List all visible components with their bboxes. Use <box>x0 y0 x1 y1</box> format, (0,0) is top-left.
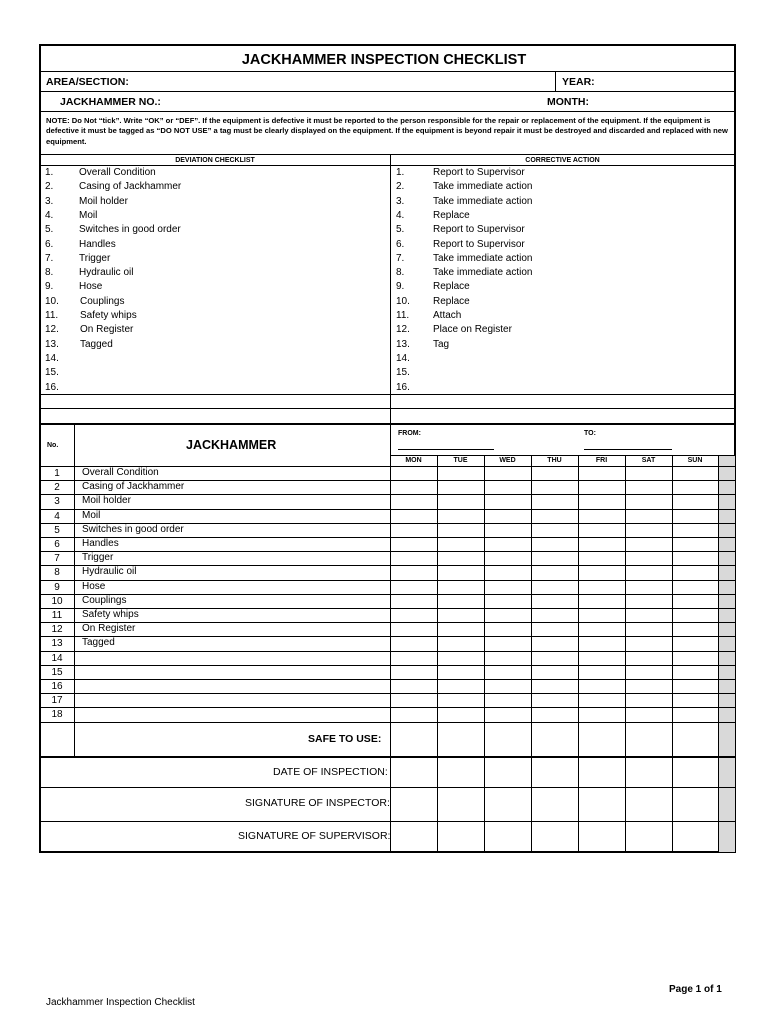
page-number: Page 1 of 1 <box>669 984 722 995</box>
grid-line <box>40 537 735 538</box>
deviation-item-label: Moil <box>79 209 98 221</box>
grid-line <box>40 594 735 595</box>
signature-inspector-label: SIGNATURE OF INSPECTOR: <box>245 797 390 809</box>
grid-row-number: 6 <box>54 539 60 550</box>
grid-line <box>40 480 735 481</box>
deviation-item-number: 10. <box>45 295 59 307</box>
grid-row-number: 10 <box>51 595 63 607</box>
deviation-item-number: 3. <box>45 195 54 207</box>
corrective-item-number: 10. <box>396 295 410 307</box>
corrective-item-number: 12. <box>396 324 410 336</box>
grid-line <box>40 580 735 581</box>
grid-item-header: JACKHAMMER <box>186 438 277 452</box>
divider <box>555 71 556 91</box>
grid-row-label: On Register <box>82 623 136 635</box>
grid-line <box>625 455 626 852</box>
area-section-label: AREA/SECTION: <box>46 76 129 88</box>
grid-row-number: 1 <box>54 468 60 479</box>
divider <box>40 756 735 758</box>
to-label: TO: <box>584 430 596 437</box>
deviation-item-label: Handles <box>79 238 116 250</box>
grey-column <box>719 456 735 852</box>
corrective-item-number: 8. <box>396 267 405 279</box>
jackhammer-no-label: JACKHAMMER NO.: <box>60 96 161 108</box>
grid-line <box>40 636 735 637</box>
grid-row-number: 7 <box>54 553 60 565</box>
divider <box>40 154 735 155</box>
note-text: NOTE: Do Not “tick”. Write “OK” or “DEF”. If the equipment is defective it must be reported to the person responsible for the repair or replacement of the equipment. If the equipment is defective it must be tagged as “DO NOT USE” a tag must be clearly displayed on the equipment. If the equipment is beyond repair it must be destroyed and discarded and replaced with new equipment. <box>46 116 728 146</box>
grid-line <box>40 565 735 566</box>
day-header: WED <box>499 457 516 464</box>
from-underline <box>398 449 494 450</box>
deviation-item-number: 14. <box>45 352 59 364</box>
divider <box>40 394 735 395</box>
divider <box>40 408 735 409</box>
deviation-item-label: Overall Condition <box>79 167 156 178</box>
divider <box>40 423 735 425</box>
corrective-item-label: Tag <box>433 338 450 350</box>
corrective-item-label: Replace <box>433 209 470 221</box>
deviation-item-number: 8. <box>45 267 54 279</box>
grid-line <box>578 455 579 852</box>
deviation-item-number: 16. <box>45 381 59 393</box>
day-header: SUN <box>687 457 703 464</box>
corrective-action-header: CORRECTIVE ACTION <box>525 157 600 164</box>
corrective-item-number: 14. <box>396 352 410 364</box>
deviation-item-label: Trigger <box>79 252 111 264</box>
deviation-item-number: 13. <box>45 338 59 350</box>
grid-line <box>40 693 735 694</box>
deviation-item-number: 15. <box>45 367 59 379</box>
grid-line <box>40 466 735 467</box>
deviation-checklist-header: DEVIATION CHECKLIST <box>175 157 255 164</box>
deviation-item-label: Hydraulic oil <box>79 267 134 279</box>
corrective-item-number: 11. <box>396 310 410 321</box>
divider <box>40 71 735 72</box>
deviation-item-label: On Register <box>80 324 134 336</box>
corrective-item-label: Report to Supervisor <box>433 224 525 236</box>
grid-line <box>437 455 438 852</box>
corrective-item-label: Attach <box>433 310 462 321</box>
deviation-item-label: Couplings <box>80 295 125 307</box>
deviation-item-label: Hose <box>79 281 103 293</box>
grid-row-label: Moil <box>82 509 101 521</box>
grid-row-label: Safety whips <box>82 609 139 620</box>
grid-row-number: 18 <box>51 709 63 721</box>
grid-row-number: 4 <box>54 510 60 522</box>
grid-row-label: Hydraulic oil <box>82 566 137 578</box>
day-header: THU <box>547 457 562 464</box>
grid-line <box>40 523 735 524</box>
deviation-item-number: 1. <box>45 167 54 178</box>
grid-row-label: Casing of Jackhammer <box>82 481 185 493</box>
grid-line <box>718 455 719 852</box>
grid-row-label: Moil holder <box>82 495 131 507</box>
day-header: TUE <box>453 457 468 464</box>
corrective-item-number: 3. <box>396 195 405 207</box>
corrective-item-number: 15. <box>396 367 410 379</box>
deviation-item-number: 12. <box>45 324 59 336</box>
grid-line <box>40 651 735 652</box>
grid-line <box>40 551 735 552</box>
deviation-item-label: Moil holder <box>79 195 128 207</box>
grid-row-number: 8 <box>54 567 60 579</box>
document-title: JACKHAMMER INSPECTION CHECKLIST <box>241 52 527 68</box>
safe-to-use-label: SAFE TO USE: <box>308 733 382 745</box>
grid-row-number: 15 <box>51 666 63 678</box>
signature-supervisor-label: SIGNATURE OF SUPERVISOR: <box>238 830 391 842</box>
corrective-item-number: 9. <box>396 281 405 293</box>
grid-row-label: Overall Condition <box>82 467 159 478</box>
deviation-item-number: 4. <box>45 209 54 221</box>
corrective-item-number: 7. <box>396 252 405 264</box>
deviation-item-number: 7. <box>45 252 54 264</box>
deviation-item-label: Tagged <box>80 338 113 350</box>
grid-row-number: 5 <box>54 524 60 536</box>
deviation-item-label: Safety whips <box>80 310 137 321</box>
grid-row-number: 14 <box>51 652 63 664</box>
grid-line <box>40 608 735 609</box>
divider <box>390 154 391 424</box>
corrective-item-label: Replace <box>433 295 470 307</box>
grid-row-label: Switches in good order <box>82 523 184 535</box>
grid-row-number: 9 <box>54 581 60 593</box>
divider <box>40 165 735 166</box>
grid-line <box>40 722 735 723</box>
day-header: MON <box>405 457 422 464</box>
grid-row-label: Hose <box>82 580 106 592</box>
grid-row-number: 17 <box>51 695 63 707</box>
day-header: FRI <box>595 457 608 464</box>
grid-line <box>40 509 735 510</box>
to-underline <box>584 449 672 450</box>
year-label: YEAR: <box>562 76 595 88</box>
date-of-inspection-label: DATE OF INSPECTION: <box>273 766 388 778</box>
grid-line <box>40 707 735 708</box>
deviation-item-number: 5. <box>45 224 54 236</box>
deviation-item-number: 9. <box>45 281 54 293</box>
corrective-item-label: Take immediate action <box>433 195 533 207</box>
footer-document-name: Jackhammer Inspection Checklist <box>46 997 195 1008</box>
grid-row-label: Handles <box>82 538 119 549</box>
corrective-item-number: 4. <box>396 209 405 221</box>
deviation-item-number: 11. <box>45 310 59 321</box>
corrective-item-label: Take immediate action <box>433 181 533 193</box>
from-label: FROM: <box>398 430 421 437</box>
corrective-item-label: Take immediate action <box>433 252 533 264</box>
divider <box>40 821 735 822</box>
deviation-item-label: Switches in good order <box>79 224 181 236</box>
grid-line <box>531 455 532 852</box>
grid-line <box>40 679 735 680</box>
grid-no-header: No. <box>47 442 59 449</box>
grid-row-number: 11 <box>51 610 63 621</box>
grid-line <box>40 494 735 495</box>
deviation-item-number: 2. <box>45 181 54 193</box>
month-label: MONTH: <box>547 96 589 108</box>
deviation-item-label: Casing of Jackhammer <box>79 181 182 193</box>
grid-line <box>484 455 485 852</box>
grid-line <box>40 622 735 623</box>
corrective-item-number: 16. <box>396 381 410 393</box>
grid-line <box>40 665 735 666</box>
divider <box>40 111 735 112</box>
corrective-item-number: 13. <box>396 338 410 350</box>
grid-row-label: Trigger <box>82 552 114 564</box>
divider <box>40 787 735 788</box>
grid-row-number: 13 <box>51 638 63 650</box>
corrective-item-label: Take immediate action <box>433 267 533 279</box>
corrective-item-label: Replace <box>433 281 470 293</box>
corrective-item-label: Report to Supervisor <box>433 238 525 250</box>
divider <box>390 455 735 456</box>
grid-row-number: 12 <box>51 624 63 636</box>
deviation-item-number: 6. <box>45 238 54 250</box>
corrective-item-number: 1. <box>396 167 405 178</box>
grid-row-number: 16 <box>51 681 63 692</box>
grid-row-number: 2 <box>54 482 60 494</box>
corrective-item-number: 6. <box>396 238 405 250</box>
grid-line <box>672 455 673 852</box>
day-header: SAT <box>641 457 656 464</box>
corrective-item-label: Place on Register <box>433 324 512 336</box>
grid-row-label: Couplings <box>82 594 127 606</box>
grid-row-number: 3 <box>54 496 60 508</box>
divider <box>40 91 735 92</box>
corrective-item-number: 2. <box>396 181 405 193</box>
grid-row-label: Tagged <box>82 637 115 649</box>
corrective-item-number: 5. <box>396 224 405 236</box>
corrective-item-label: Report to Supervisor <box>433 167 525 178</box>
